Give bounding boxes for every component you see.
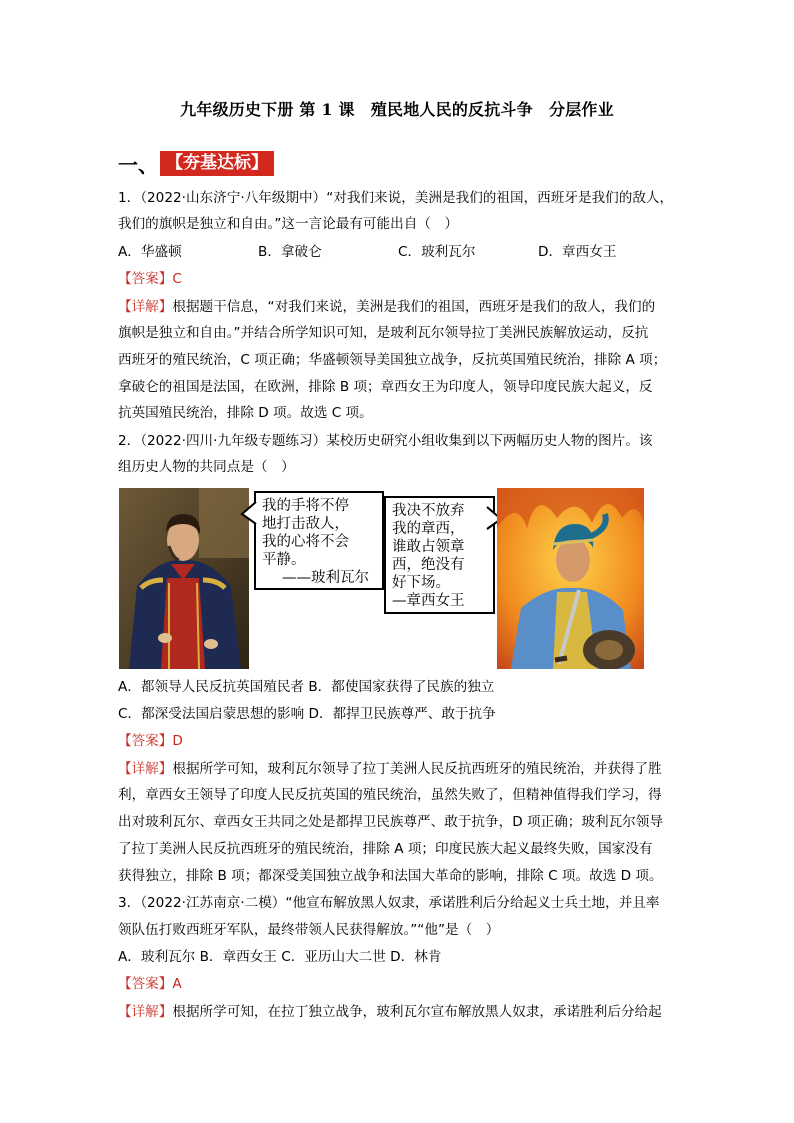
q1-option-b: B．拿破仑 [258, 244, 322, 260]
bolivar-portrait [119, 488, 249, 669]
q2-explain-text-1: 根据所学可知，玻利瓦尔领导了拉丁美洲人民反抗西班牙的殖民统治，并获得了胜 [172, 761, 662, 777]
q1-explain-line-1 [118, 295, 688, 319]
q3-stem-line-1: 3．（2022·江苏南京·二模）“他宣布解放黑人奴隶，承诺胜利后分给起义士兵土地，并且率 [118, 895, 660, 911]
rani-quote-line: 我的章西， [392, 521, 465, 537]
q1-option-c: C．玻利瓦尔 [398, 244, 476, 260]
q1-answer-value: C [172, 271, 182, 287]
q3-explain-text-1: 根据所学可知，在拉丁独立战争，玻利瓦尔宣布解放黑人奴隶，承诺胜利后分给起 [172, 1004, 662, 1020]
bolivar-quote-line: 我的心将不会 [262, 534, 349, 550]
section-heading [118, 150, 274, 176]
q1-stem-line-1: 1．（2022·山东济宁·八年级期中）“对我们来说，美洲是我们的祖国，西班牙是我们的敌人， [118, 190, 674, 206]
q2-explain-label: 【详解】 [118, 761, 173, 777]
rani-portrait [497, 488, 644, 669]
q3-explain-label: 【详解】 [118, 1004, 173, 1020]
q3-answer-label: 【答案】 [118, 976, 173, 992]
rani-quote-line: 西，绝没有 [392, 557, 465, 573]
bolivar-bubble-tail [240, 500, 260, 530]
q3-options: A．玻利瓦尔 B．章西女王 C．亚历山大二世 D．林肯 [118, 949, 442, 965]
q1-option-a: A．华盛顿 [118, 244, 182, 260]
q1-stem-line-2: 我们的旗帜是独立和自由。”这一言论最有可能出自（ ） [118, 216, 459, 232]
q2-answer-value: D [172, 733, 183, 749]
q3-stem-line-2: 领队伍打败西班牙军队，最终带领人民获得解放。”“他”是（ ） [118, 922, 500, 938]
q1-explain-line-4: 拿破仑的祖国是法国，在欧洲，排除 B 项；章西女王为印度人，领导印度民族大起义，反 [118, 379, 653, 395]
q2-options-line-2: C．都深受法国启蒙思想的影响 D．都捍卫民族尊严、敢于抗争 [118, 706, 496, 722]
q1-explain-label: 【详解】 [118, 299, 173, 315]
bolivar-quote-signature: ——玻利瓦尔 [282, 570, 369, 586]
bolivar-quote-line: 平静。 [262, 552, 306, 568]
q2-options-line-1: A．都领导人民反抗英国殖民者 B．都使国家获得了民族的独立 [118, 679, 495, 695]
q1-explain-line-2: 旗帜是独立和自由。”并结合所学知识可知，是玻利瓦尔领导拉丁美洲民族解放运动，反抗 [118, 325, 649, 341]
q1-explain-line-3: 西班牙的殖民统治，C 项正确；华盛顿领导美国独立战争，反抗英国殖民统治，排除 A 项； [118, 352, 667, 368]
q3-answer-value: A [172, 976, 182, 992]
q1-options [118, 240, 616, 264]
q2-explain-line-4: 了拉丁美洲人民反抗西班牙的殖民统治，排除 A 项；印度民族大起义最终失败，国家没有 [118, 841, 653, 857]
rani-quote-signature: —章西女王 [392, 593, 465, 609]
q2-explain-line-2: 利，章西女王领导了印度人民反抗英国的殖民统治，虽然失败了，但精神值得我们学习，得 [118, 787, 662, 803]
rani-portrait-image [497, 488, 644, 669]
q2-explain-line-5: 获得独立，排除 B 项；都深受美国独立战争和法国大革命的影响，排除 C 项。故选 D 项。 [118, 868, 663, 884]
q1-explain-line-5: 抗英国殖民统治，排除 D 项。故选 C 项。 [118, 405, 373, 421]
q3-answer [118, 972, 688, 996]
document-title: 九年级历史下册 第 1 课 殖民地人民的反抗斗争 分层作业 [180, 100, 614, 119]
rani-quote-line: 谁敢占领章 [392, 539, 465, 555]
q2-answer-label: 【答案】 [118, 733, 173, 749]
section-tag: 【夯基达标】 [160, 151, 274, 176]
q3-explain-line-1 [118, 1000, 688, 1024]
q2-stem-line-1: 2．（2022·四川·九年级专题练习）某校历史研究小组收集到以下两幅历史人物的图片。该 [118, 433, 653, 449]
rani-quote-line: 我决不放弃 [392, 503, 465, 519]
bolivar-speech-bubble [254, 491, 384, 590]
rani-speech-bubble [384, 496, 495, 614]
q1-explain-text-1: 根据题干信息，“对我们来说，美洲是我们的祖国，西班牙是我们的敌人，我们的 [172, 299, 656, 315]
q2-answer [118, 729, 688, 753]
bolivar-portrait-image [119, 488, 249, 669]
rani-quote-line: 好下场。 [392, 575, 450, 591]
q1-answer-label: 【答案】 [118, 271, 173, 287]
bolivar-quote-line: 地打击敌人， [262, 516, 349, 532]
q1-option-d: D．章西女王 [538, 244, 617, 260]
section-number: 一、 [118, 152, 158, 177]
q2-explain-line-3: 出对玻利瓦尔、章西女王共同之处是都捍卫民族尊严、敢于抗争，D 项正确；玻利瓦尔领导 [118, 814, 663, 830]
bolivar-quote-line: 我的手将不停 [262, 498, 349, 514]
q2-stem-line-2: 组历史人物的共同点是（ ） [118, 459, 295, 475]
q2-explain-line-1 [118, 757, 688, 781]
q1-answer [118, 267, 688, 291]
